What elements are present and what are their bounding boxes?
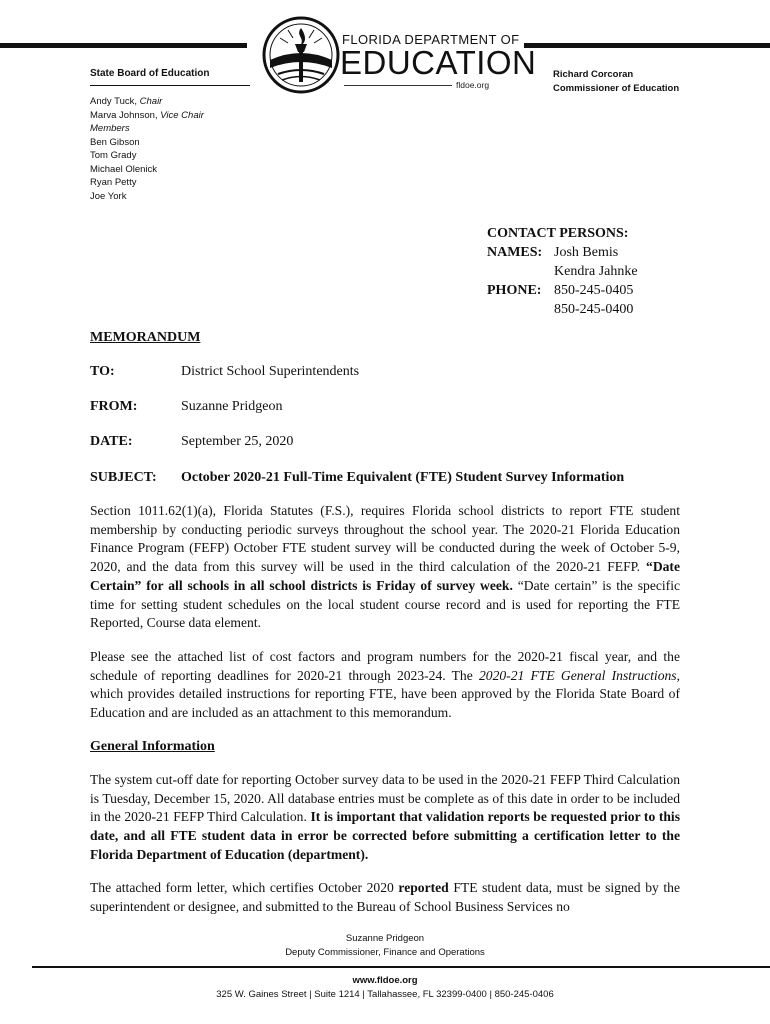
- contact-phone: 850-245-0400: [554, 302, 634, 317]
- board-member: Tom Grady: [90, 150, 137, 161]
- memorandum-title: MEMORANDUM: [90, 330, 201, 345]
- memo-to-label: TO:: [90, 364, 115, 379]
- commissioner-title: Commissioner of Education: [553, 83, 680, 94]
- contact-names-label: NAMES:: [487, 245, 543, 260]
- footer-website-link[interactable]: www.fldoe.org: [352, 975, 418, 986]
- commissioner-name: Richard Corcoran: [553, 69, 634, 80]
- paragraph-attachments: Please see the attached list of cost factors and program numbers for the 2020-21 fiscal year, and the schedule of reporting deadlines for 2020-21 through 2023-24. The 2020-21 FTE General Instructions, which provides detailed instructions for reporting FTE, have been approved by the Florida State Board of Education and are included as an attachment to this memorandum.: [90, 649, 680, 721]
- memo-from-value: Suzanne Pridgeon: [181, 399, 283, 414]
- state-board-title: State Board of Education: [90, 68, 210, 79]
- contact-persons: [487, 224, 638, 319]
- logo-line-department: FLORIDA DEPARTMENT OF: [342, 32, 520, 47]
- footer-signature: [0, 932, 770, 960]
- memo-subject-label: SUBJECT:: [90, 470, 157, 485]
- general-information-heading: General Information: [90, 739, 215, 754]
- board-member: Members: [90, 123, 130, 134]
- fldoe-logo: [262, 10, 537, 102]
- memo-from-label: FROM:: [90, 399, 138, 414]
- memo-to: [90, 364, 359, 380]
- logo-line-education: EDUCATION: [340, 44, 537, 81]
- header-rule-left: [0, 43, 247, 48]
- board-member: Ben Gibson: [90, 136, 140, 148]
- memo-subject: [90, 470, 624, 486]
- board-member: Andy Tuck, Chair: [90, 96, 163, 107]
- paragraph-cutoff-date: The system cut-off date for reporting October survey data to be used in the 2020-21 FEFP Third Calculation is Tuesday, December 15, 2020. All database entries must be complete as of this date in order to be included in the 2020-21 FEFP Third Calculation. It is important that validation reports be requested prior to this date, and all FTE student data in error be corrected before submitting a certification letter to the Florida Department of Education (department).: [90, 772, 680, 862]
- footer-signer-title: Deputy Commissioner, Finance and Operations: [285, 947, 485, 958]
- board-member: Joe York: [90, 190, 127, 202]
- memo-subject-value: October 2020-21 Full-Time Equivalent (FTE) Student Survey Information: [181, 470, 625, 485]
- logo-underline: [344, 85, 452, 86]
- footer-signer-name: Suzanne Pridgeon: [345, 933, 425, 944]
- contact-phone-label: PHONE:: [487, 283, 542, 298]
- paragraph-form-letter: The attached form letter, which certifies October 2020 reported FTE student data, must be signed by the superintendent or designee, and submitted to the Bureau of School Business Services no: [90, 880, 680, 914]
- memo-date-value: September 25, 2020: [181, 434, 294, 449]
- memo-to-value: District School Superintendents: [181, 364, 360, 379]
- footer-address-line: 325 W. Gaines Street | Suite 1214 | Tallahassee, FL 32399-0400 | 850-245-0406: [216, 989, 554, 1000]
- memo-date-label: DATE:: [90, 434, 133, 449]
- contact-phone: 850-245-0405: [554, 283, 634, 298]
- board-member: Marva Johnson, Vice Chair: [90, 109, 204, 121]
- footer-rule: [32, 966, 770, 968]
- memo-from: [90, 399, 282, 415]
- board-member: Ryan Petty: [90, 177, 137, 188]
- torch-emblem-icon: [262, 16, 340, 94]
- contact-name: Kendra Jahnke: [554, 264, 638, 279]
- logo-url: fldoe.org: [456, 80, 490, 90]
- contact-heading: CONTACT PERSONS:: [487, 226, 629, 241]
- paragraph-section-statute: Section 1011.62(1)(a), Florida Statutes (F.S.), requires Florida school districts to report FTE student membership by conducting periodic surveys throughout the school year. The 2020-21 Florida Education Finance Program (FEFP) October FTE student survey will be conducted during the week of October 5-9, 2020, and the data from this survey will be used in the third calculation of the 2020-21 FEFP. “Date Certain” for all schools in all school districts is Friday of survey week. “Date certain” is the specific time for setting student schedules on the local student course record and is used for reporting the FTE Reported, Course data element.: [90, 503, 681, 631]
- memo-date: [90, 434, 293, 450]
- board-member: Michael Olenick: [90, 163, 158, 175]
- state-board-members: [90, 95, 204, 203]
- header-rule-right: [524, 43, 770, 48]
- commissioner-block: [553, 68, 679, 96]
- contact-name: Josh Bemis: [554, 245, 619, 260]
- footer-address: [0, 974, 770, 1002]
- fte-instructions-title: 2020-21 FTE General Instructions: [478, 667, 677, 683]
- state-board-rule: [90, 85, 250, 86]
